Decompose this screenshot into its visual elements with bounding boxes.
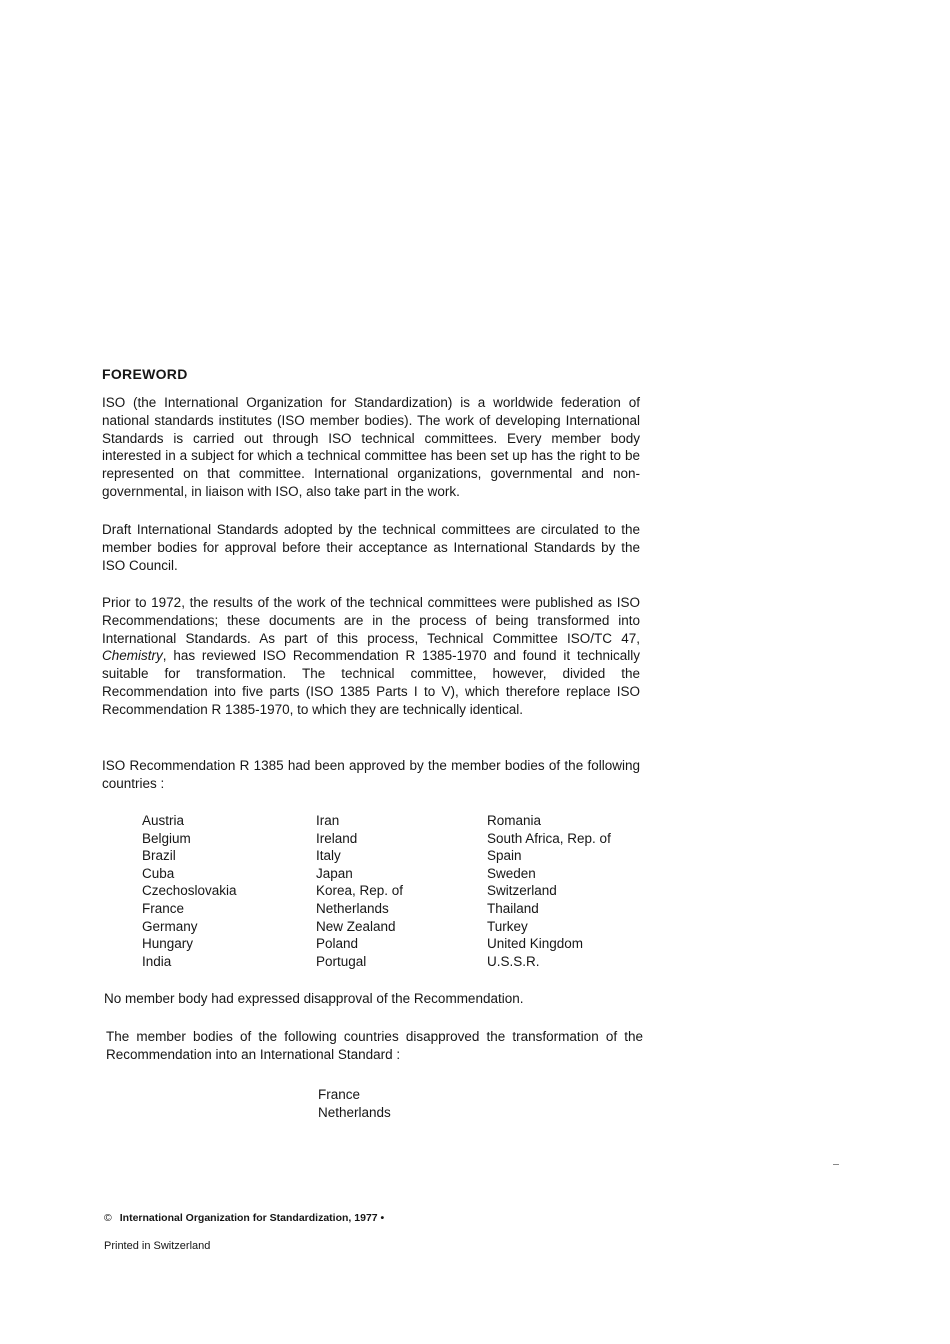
disapproving-country-item: Netherlands — [318, 1104, 391, 1120]
committee-title-italic: Chemistry — [102, 648, 163, 664]
country-item: Japan — [316, 865, 353, 881]
country-item: Spain — [487, 848, 522, 864]
foreword-paragraph-3 — [102, 594, 640, 719]
countries-column-1 — [142, 812, 312, 970]
country-item: U.S.S.R. — [487, 953, 540, 969]
country-item: Germany — [142, 918, 198, 934]
country-item: United Kingdom — [487, 936, 584, 952]
paragraph-3-text-b: , has reviewed ISO Recommendation R 1385-1970 and found it technically suitable for transformation. The technical committee, however, divided the Recommendation into five parts (ISO 1385 Parts I to V), which therefore replace ISO Recommendation R 1385-1970, to which they are technically identical. — [102, 648, 640, 717]
foreword-paragraph-1: ISO (the International Organization for Standardization) is a worldwide federation of national standards institutes (ISO member bodies). The work of developing International Standards is carried out through ISO technical committees. Every member body interested in a subject for which a technical committee has been set up has the right to be represented on that committee. International organizations, governmental and non-governmental, in liaison with ISO, also take part in the work. — [102, 395, 640, 499]
foreword-heading: FOREWORD — [102, 366, 188, 382]
country-item: Sweden — [487, 865, 536, 881]
country-item: Switzerland — [487, 883, 557, 899]
foreword-paragraph-2: Draft International Standards adopted by the technical committees are circulated to the member bodies for approval before their acceptance as International Standards by the ISO Council. — [102, 522, 640, 573]
country-item: South Africa, Rep. of — [487, 830, 611, 846]
country-item: Romania — [487, 813, 542, 828]
country-item: Brazil — [142, 848, 176, 864]
margin-mark — [833, 1164, 839, 1165]
country-item: Ireland — [316, 830, 358, 846]
no-disapproval-statement: No member body had expressed disapproval of the Recommendation. — [104, 991, 524, 1006]
country-item: Austria — [142, 813, 185, 828]
country-item: Portugal — [316, 953, 367, 969]
printed-in-line: Printed in Switzerland — [104, 1240, 211, 1252]
country-item: Czechoslovakia — [142, 883, 237, 899]
copyright-icon: © — [104, 1212, 112, 1224]
country-item: France — [142, 900, 185, 916]
disapproval-paragraph: The member bodies of the following countries disapproved the transformation of the Recommendation into an International Standard : — [106, 1029, 643, 1062]
country-item: Poland — [316, 936, 359, 952]
country-item: Thailand — [487, 900, 539, 916]
country-item: India — [142, 953, 172, 969]
country-item: Netherlands — [316, 900, 389, 916]
approval-paragraph: ISO Recommendation R 1385 had been approved by the member bodies of the following countries : — [102, 758, 640, 791]
country-item: Belgium — [142, 830, 191, 846]
country-item: Turkey — [487, 918, 528, 934]
country-item: New Zealand — [316, 918, 396, 934]
countries-column-3 — [487, 812, 647, 970]
country-item: Cuba — [142, 865, 175, 881]
copyright-line — [104, 1212, 384, 1224]
country-item: Iran — [316, 813, 340, 828]
paragraph-3-text-a: Prior to 1972, the results of the work of the technical committees were published as ISO Recommendations; these documents are in the process of being transformed into International Standards. As part of this process, Technical Committee ISO/TC 47, — [102, 595, 640, 646]
countries-column-2 — [316, 812, 486, 970]
disapproving-country-item: France — [318, 1087, 361, 1102]
disapproving-countries-list — [318, 1086, 391, 1121]
country-item: Italy — [316, 848, 341, 864]
country-item: Hungary — [142, 936, 194, 952]
country-item: Korea, Rep. of — [316, 883, 404, 899]
copyright-text: International Organization for Standardization, 1977 • — [119, 1212, 385, 1224]
